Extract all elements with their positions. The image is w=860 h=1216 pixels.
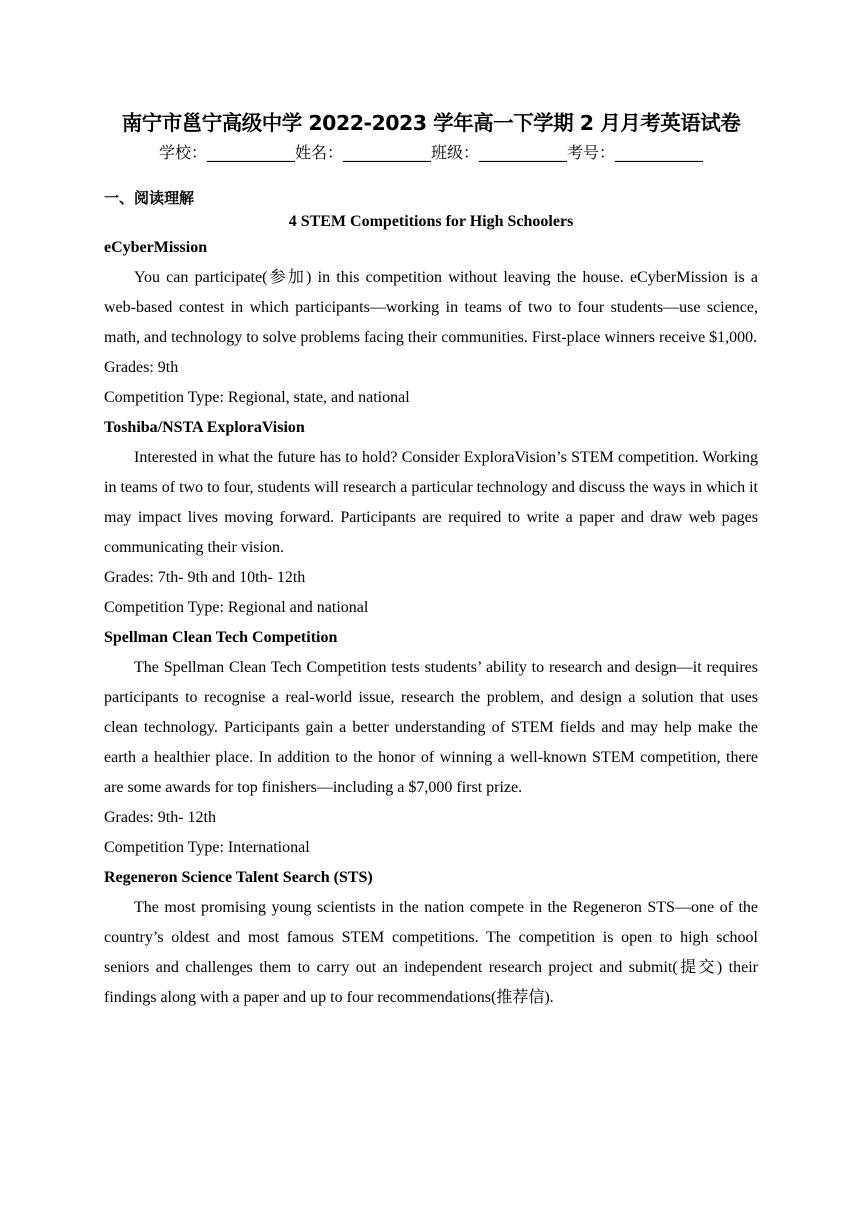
passage-title: 4 STEM Competitions for High Schoolers bbox=[288, 213, 574, 230]
competition-block bbox=[104, 233, 758, 413]
competition-block bbox=[104, 623, 758, 863]
exam-page bbox=[104, 108, 758, 1013]
competition-block bbox=[104, 863, 758, 1013]
competition-paragraph: The most promising young scientists in the nation compete in the Regeneron STS—one of the country’s oldest and most famous STEM competitions. The competition is open to high school seniors and challenges them to carry out an independent research project and submit(提交) their findings along with a paper and up to four recommendations(推荐信). bbox=[104, 899, 758, 1006]
competition-name: Toshiba/NSTA ExploraVision bbox=[104, 419, 305, 436]
competition-paragraph: Interested in what the future has to hold? Consider ExploraVision’s STEM competition. Working in teams of two to four, students will research a particular technology and discuss the ways in which it may impact lives moving forward. Participants are required to write a paper and draw web pages communicating their vision. bbox=[104, 449, 758, 556]
competition-grades: Grades: 9th bbox=[104, 359, 179, 376]
competition-paragraph: The Spellman Clean Tech Competition tests students’ ability to research and design—it requires participants to recognise a real-world issue, research the problem, and design a solution that uses clean technology. Participants gain a better understanding of STEM fields and may help make the earth a healthier place. In addition to the honor of winning a well-known STEM competition, there are some awards for top finishers—including a $7,000 first prize. bbox=[104, 659, 758, 796]
student-info-line: 学校：___________姓名：___________班级：___________考号：___________ bbox=[158, 143, 703, 162]
competition-type: Competition Type: International bbox=[104, 839, 310, 856]
competition-grades: Grades: 9th- 12th bbox=[104, 809, 216, 826]
competition-block bbox=[104, 413, 758, 623]
competition-name: Regeneron Science Talent Search (STS) bbox=[104, 869, 373, 886]
exam-title: 南宁市邕宁高级中学 2022-2023 学年高一下学期 2 月月考英语试卷 bbox=[121, 111, 741, 135]
competition-name: Spellman Clean Tech Competition bbox=[104, 629, 338, 646]
competition-paragraph: You can participate(参加) in this competition without leaving the house. eCyberMission is a web-based contest in which participants—working in teams of two to four students—use science, math, and technology to solve problems facing their communities. First-place winners receive $1,000. bbox=[104, 269, 758, 346]
section-heading: 一、阅读理解 bbox=[104, 189, 195, 207]
competition-grades: Grades: 7th- 9th and 10th- 12th bbox=[104, 569, 306, 586]
competition-name: eCyberMission bbox=[104, 239, 208, 256]
competition-type: Competition Type: Regional and national bbox=[104, 599, 369, 616]
competition-type: Competition Type: Regional, state, and national bbox=[104, 389, 410, 406]
